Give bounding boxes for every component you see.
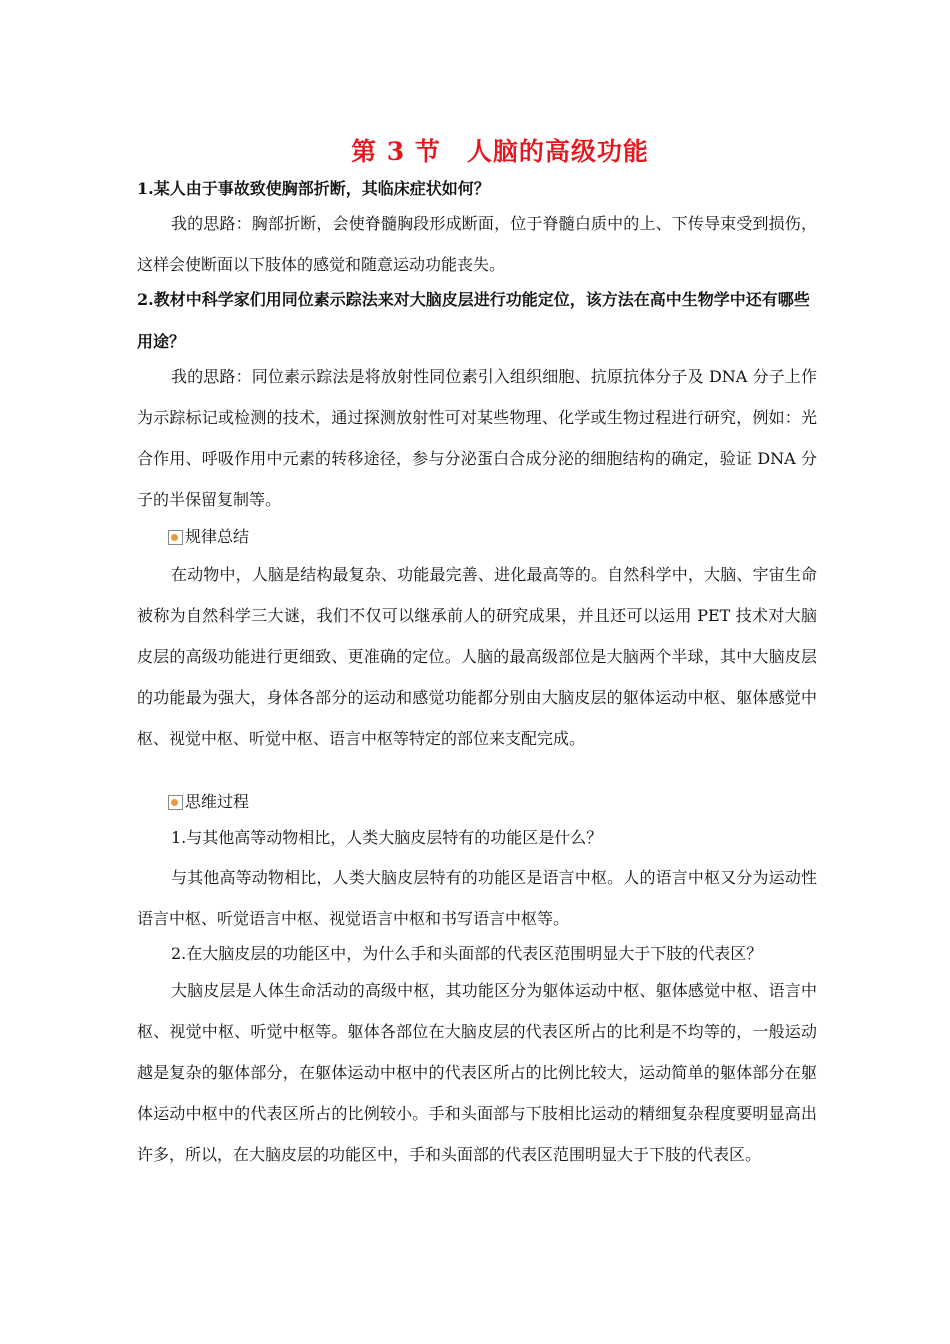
thinking-question-2: 2.在大脑皮层的功能区中，为什么手和头面部的代表区范围明显大于下肢的代表区？ xyxy=(171,944,763,963)
answer-1: 我的思路：胸部折断，会使脊髓胸段形成断面，位于脊髓白质中的上、下传导束受到损伤，这样会使断面以下肢体的感觉和随意运动功能丧失。 xyxy=(137,214,817,274)
answer-2: 我的思路：同位素示踪法是将放射性同位素引入组织细胞、抗原抗体分子及 DNA 分子上作为示踪标记或检测的技术，通过探测放射性可对某些物理、化学或生物过程进行研究，例如：光合作用、呼吸作用中元素的转移途径，参与分泌蛋白合成分泌的细胞结构的确定，验证 DNA 分子的半保留复制等。 xyxy=(137,367,817,509)
section-rule-summary xyxy=(168,524,249,547)
page-title: 第 3 节 人脑的高级功能 xyxy=(351,137,649,166)
thinking-question-1: 1.与其他高等动物相比，人类大脑皮层特有的功能区是什么？ xyxy=(171,828,603,847)
question-1: 1.某人由于事故致使胸部折断，其临床症状如何？ xyxy=(137,179,490,198)
thinking-answer-2: 大脑皮层是人体生命活动的高级中枢，其功能区分为躯体运动中枢、躯体感觉中枢、语言中枢、视觉中枢、听觉中枢等。躯体各部位在大脑皮层的代表区所占的比利是不均等的，一般运动越是复杂的躯体部分，在躯体运动中枢中的代表区所占的比例比较大，运动简单的躯体部分在躯体运动中枢中的代表区所占的比例较小。手和头面部与下肢相比运动的精细复杂程度要明显高出许多，所以，在大脑皮层的功能区中，手和头面部的代表区范围明显大于下肢的代表区。 xyxy=(137,981,817,1164)
thinking-answer-1: 与其他高等动物相比，人类大脑皮层特有的功能区是语言中枢。人的语言中枢又分为运动性语言中枢、听觉语言中枢、视觉语言中枢和书写语言中枢等。 xyxy=(137,868,817,928)
section-label: 思维过程 xyxy=(185,792,250,811)
section-label: 规律总结 xyxy=(185,527,250,546)
section-marker-icon xyxy=(168,530,183,545)
section-thinking-process xyxy=(168,789,249,812)
section-marker-icon xyxy=(168,795,183,810)
question-2: 2.教材中科学家们用同位素示踪法来对大脑皮层进行功能定位，该方法在高中生物学中还有哪些用途？ xyxy=(137,290,810,351)
summary-paragraph: 在动物中，人脑是结构最复杂、功能最完善、进化最高等的。自然科学中，大脑、宇宙生命被称为自然科学三大谜，我们不仅可以继承前人的研究成果，并且还可以运用 PET 技术对大脑皮层的高级功能进行更细致、更准确的定位。人脑的最高级部位是大脑两个半球，其中大脑皮层的功能最为强大，身体各部分的运动和感觉功能都分别由大脑皮层的躯体运动中枢、躯体感觉中枢、视觉中枢、听觉中枢、语言中枢等特定的部位来支配完成。 xyxy=(137,565,817,748)
